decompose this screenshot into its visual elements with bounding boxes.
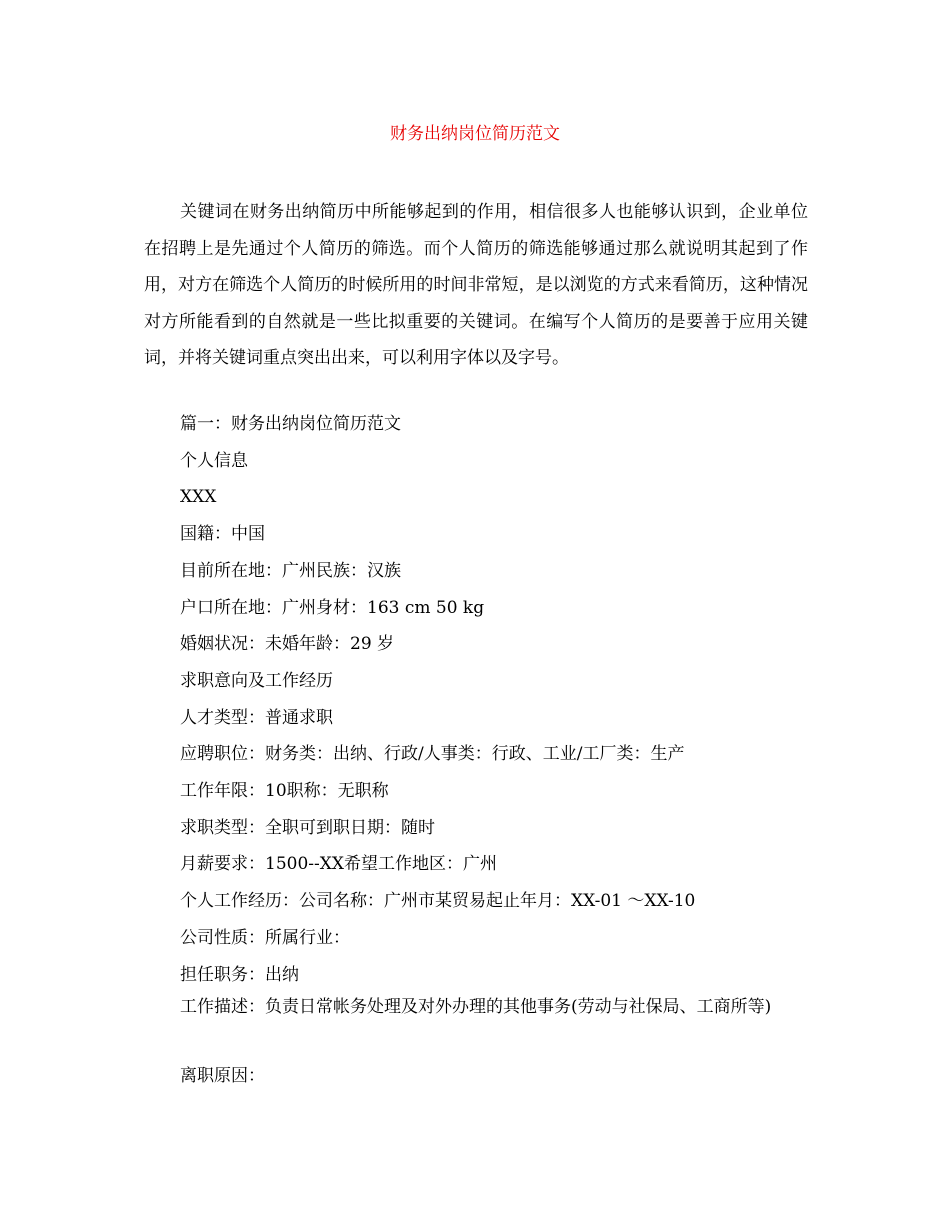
document-title: 财务出纳岗位简历范文 [390, 124, 560, 144]
resume-line-resignation-reason: 离职原因： [180, 1066, 265, 1086]
resume-line-name: XXX [180, 487, 217, 508]
resume-line-talent-type: 人才类型：普通求职 [180, 707, 333, 728]
section-heading-job-intent: 求职意向及工作经历 [180, 670, 333, 691]
resume-line-duty: 担任职务：出纳 [180, 964, 299, 985]
resume-line-location: 目前所在地：广州民族：汉族 [180, 560, 401, 581]
resume-line-marital: 婚姻状况：未婚年龄：29 岁 [180, 634, 395, 655]
resume-line-work-history: 个人工作经历：公司名称：广州市某贸易起止年月：XX-01 ～XX-10 [180, 891, 696, 912]
resume-lines [144, 406, 808, 993]
resume-line-work-description: 工作描述：负责日常帐务处理及对外办理的其他事务(劳动与社保局、工商所等) [180, 997, 772, 1017]
intro-paragraph: 关键词在财务出纳简历中所能够起到的作用，相信很多人也能够认识到，企业单位在招聘上是先通过个人简历的筛选。而个人简历的筛选能够通过那么就说明其起到了作用，对方在筛选个人简历的时候所用的时间非常短，是以浏览的方式来看简历，这种情况对方所能看到的自然就是一些比拟重要的关键词。在编写个人简历的是要善于应用关键词，并将关键词重点突出出来，可以利用字体以及字号。 [144, 202, 808, 368]
resume-line-position: 应聘职位：财务类：出纳、行政/人事类：行政、工业/工厂类：生产 [180, 744, 685, 765]
section-heading-personal-info: 个人信息 [180, 450, 248, 471]
resume-line-nationality: 国籍：中国 [180, 524, 265, 545]
resume-line-salary: 月薪要求：1500--XX希望工作地区：广州 [180, 854, 497, 875]
resume-line-job-type: 求职类型：全职可到职日期：随时 [180, 817, 435, 838]
resume-line-hukou: 户口所在地：广州身材：163 cm 50 kg [180, 597, 485, 618]
resume-line-company-nature: 公司性质：所属行业： [180, 927, 350, 948]
resume-line-years: 工作年限：10职称：无职称 [180, 781, 389, 802]
section-heading-article-one: 篇一：财务出纳岗位简历范文 [180, 414, 401, 434]
